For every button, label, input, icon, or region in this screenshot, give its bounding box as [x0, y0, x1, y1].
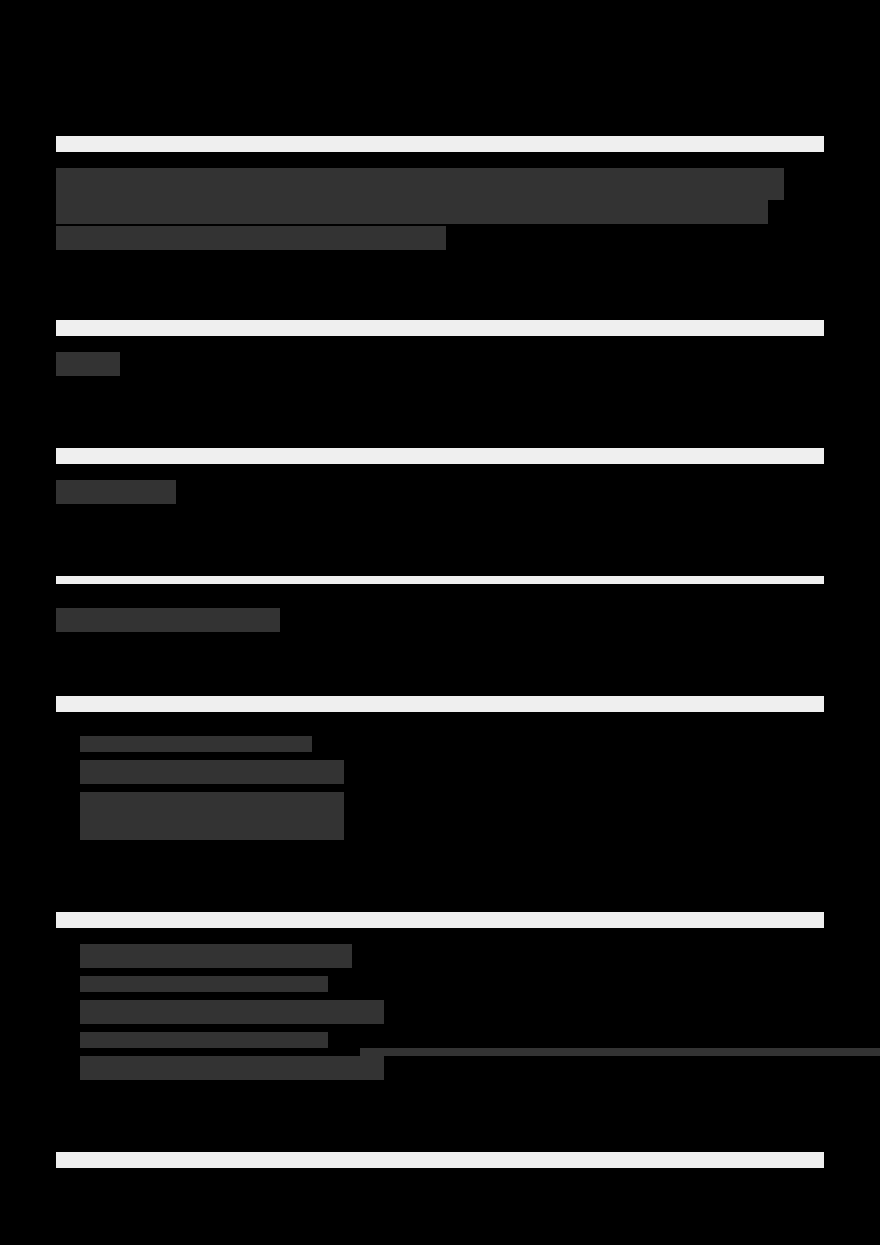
- redacted-text-line: [80, 944, 352, 968]
- section-divider: [56, 576, 824, 584]
- redacted-text-line: [56, 200, 768, 224]
- redacted-text-line: [56, 168, 784, 200]
- redacted-text-line: [80, 1056, 384, 1080]
- horizontal-rule: [360, 1048, 880, 1056]
- redacted-text-line: [80, 1000, 384, 1024]
- redacted-text-line: [80, 792, 344, 840]
- redacted-text-line: [56, 352, 120, 376]
- redacted-text-line: [80, 736, 312, 752]
- section-divider: [56, 136, 824, 152]
- redacted-text-line: [56, 226, 446, 250]
- redacted-text-line: [80, 1032, 328, 1048]
- section-divider: [56, 1152, 824, 1168]
- redacted-text-line: [56, 480, 176, 504]
- redacted-text-line: [56, 608, 280, 632]
- section-divider: [56, 912, 824, 928]
- redacted-text-line: [80, 976, 328, 992]
- section-divider: [56, 696, 824, 712]
- section-divider: [56, 448, 824, 464]
- redacted-text-line: [80, 760, 344, 784]
- section-divider: [56, 320, 824, 336]
